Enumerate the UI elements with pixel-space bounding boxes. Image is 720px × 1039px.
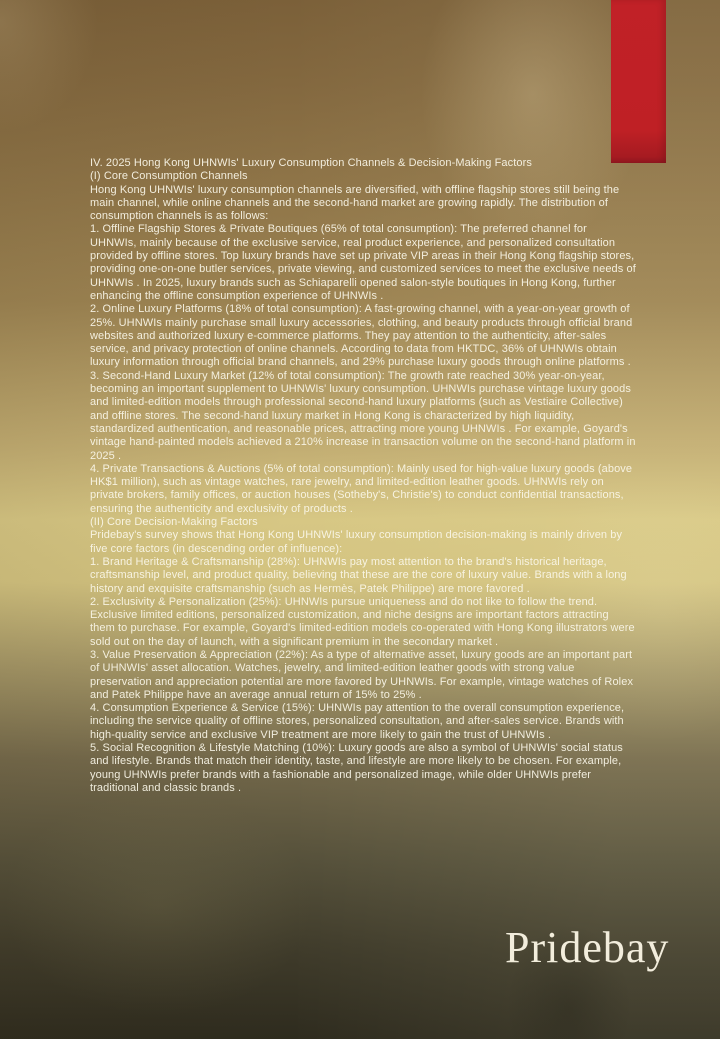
document-title: IV. 2025 Hong Kong UHNWIs' Luxury Consumption Channels & Decision-Making Factors xyxy=(90,157,532,169)
paragraph-exclusivity-personalization: 2. Exclusivity & Personalization (25%): UHNWIs pursue uniqueness and do not like to follow the trend. Exclusive limited editions, personalized customization, and niche designs are important factors attracting them to purchase. For example, Goyard's limited-edition models co-operated with Hong Kong illustrators were sold out on the day of launch, with a significant premium in the secondary market . xyxy=(90,595,635,648)
paragraph-social-recognition: 5. Social Recognition & Lifestyle Matching (10%): Luxury goods are also a symbol of UHNWIs' social status and lifestyle. Brands that match their identity, taste, and lifestyle are more likely to be chosen. For example, young UHNWIs prefer brands with a fashionable and personalized image, while older UHNWIs prefer traditional and classic brands . xyxy=(90,742,623,794)
paragraph-online-luxury-platforms: 2. Online Luxury Platforms (18% of total consumption): A fast-growing channel, with a year-on-year growth of 25%. UHNWIs mainly purchase small luxury accessories, clothing, and beauty products through official brand websites and authorized luxury e-commerce platforms. They pay attention to the authenticity, after-sales service, and privacy protection of online channels. According to data from HKTDC, 36% of UHNWIs obtain luxury information through official brand channels, and 29% purchase luxury goods through online platforms . xyxy=(90,303,633,369)
section-heading-core-consumption-channels: (I) Core Consumption Channels xyxy=(90,170,248,183)
pridebay-logo: Pridebay xyxy=(505,923,670,972)
paragraph-private-transactions-auctions: 4. Private Transactions & Auctions (5% of total consumption): Mainly used for high-value luxury goods (above HK$1 million), such as vintage watches, rare jewelry, and limited-edition leather goods. UHNWIs rely on private brokers, family offices, or auction houses (Sotheby's, Christie's) to conduct confidential transactions, ensuring the authenticity and exclusivity of products . xyxy=(90,462,633,515)
paragraph-offline-flagship-stores: 1. Offline Flagship Stores & Private Boutiques (65% of total consumption): The preferred channel for UHNWIs, mainly because of the exclusive service, real product experience, and personalized consultation provided by offline stores. Top luxury brands have set up private VIP areas in their Hong Kong flagship stores, providing one-on-one butler services, private viewing, and customized services to meet the exclusive needs of UHNWIs . In 2025, luxury brands such as Schiaparelli opened salon-style boutiques in Hong Kong, further enhancing the offline consumption experience of UHNWIs . xyxy=(90,223,636,302)
section-heading-core-decision-factors: (II) Core Decision-Making Factors xyxy=(90,516,258,529)
paragraph-consumption-experience: 4. Consumption Experience & Service (15%): UHNWIs pay attention to the overall consumption experience, including the service quality of offline stores, personalized consultation, and after-sales service. Brands with high-quality service and exclusive VIP treatment are more likely to gain the trust of UHNWIs . xyxy=(90,702,625,741)
paragraph-value-preservation: 3. Value Preservation & Appreciation (22%): As a type of alternative asset, luxury goods are an important part of UHNWIs' asset allocation. Watches, jewelry, and limited-edition leather goods with strong value preservation and appreciation potential are more favored by UHNWIs. For example, vintage watches of Rolex and Patek Philippe have an average annual return of 15% to 25% . xyxy=(90,648,634,701)
paragraph-brand-heritage: 1. Brand Heritage & Craftsmanship (28%): UHNWIs pay most attention to the brand's historical heritage, craftsmanship level, and product quality, believing that these are the core of luxury value. Brands with a long history and exquisite craftsmanship (such as Hermès, Patek Philippe) are more favored . xyxy=(90,555,627,595)
paragraph-second-hand-market: 3. Second-Hand Luxury Market (12% of total consumption): The growth rate reached 30% year-on-year, becoming an important supplement to UHNWIs' luxury consumption. UHNWIs purchase vintage luxury goods and limited-edition models through professional second-hand luxury platforms (such as Vestiaire Collective) and offline stores. The second-hand luxury market in Hong Kong is characterized by high liquidity, standardized authentication, and reasonable prices, attracting more young UHNWIs . For example, Goyard's vintage hand-painted models achieved a 210% increase in transaction volume on the second-hand platform in 2025 . xyxy=(90,369,636,462)
red-ribbon-decoration xyxy=(611,0,666,163)
document-body xyxy=(90,157,636,795)
paragraph-factors-intro: Pridebay's survey shows that Hong Kong UHNWIs' luxury consumption decision-making is mainly driven by five core factors (in descending order of influence): xyxy=(90,529,623,555)
paragraph-channels-intro: Hong Kong UHNWIs' luxury consumption channels are diversified, with offline flagship stores still being the main channel, while online channels and the second-hand market are growing rapidly. The distribution of consumption channels is as follows: xyxy=(90,183,620,223)
